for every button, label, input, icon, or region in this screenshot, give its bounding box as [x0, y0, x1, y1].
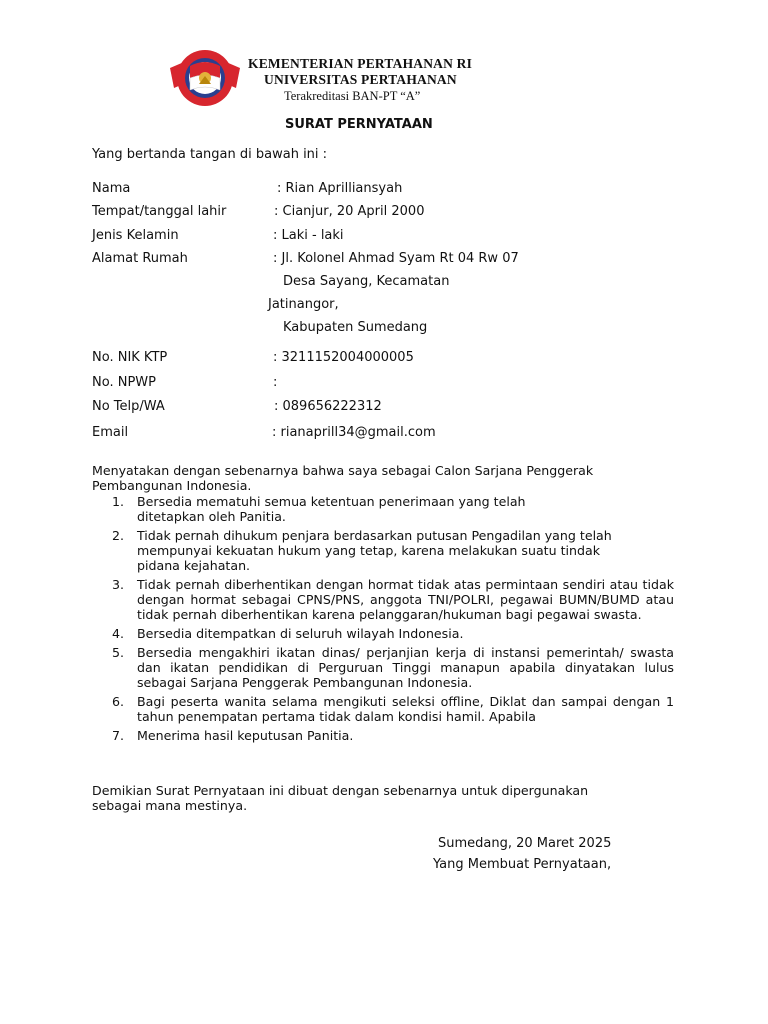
field-value-npwp: : — [273, 375, 278, 390]
list-item — [112, 728, 674, 743]
list-item-text: Bersedia ditempatkan di seluruh wilayah Indonesia. — [137, 626, 464, 641]
closing-text: Demikian Surat Pernyataan ini dibuat dengan sebenarnya untuk dipergunakan sebagai mana mestinya. — [92, 783, 589, 813]
university-name: UNIVERSITAS PERTAHANAN — [264, 72, 457, 87]
list-item — [112, 494, 674, 524]
list-item-text: Bersedia mematuhi semua ketentuan penerimaan yang telah ditetapkan oleh Panitia. — [137, 494, 526, 524]
list-item-text: Bagi peserta wanita selama mengikuti seleksi offline, Diklat dan sampai dengan 1 tahun penempatan pertama tidak dalam kondisi hamil. Apabila — [137, 694, 674, 724]
list-item-number: 4. — [112, 626, 125, 641]
field-value-alamat-line1: : Jl. Kolonel Ahmad Syam Rt 04 Rw 07 — [273, 251, 519, 266]
list-item-number: 7. — [112, 728, 125, 743]
list-item-number: 6. — [112, 694, 125, 709]
list-item — [112, 645, 674, 690]
list-item-number: 5. — [112, 645, 125, 660]
list-item — [112, 626, 674, 641]
field-value-alamat-line4: Kabupaten Sumedang — [283, 320, 428, 335]
signature-place-date: Sumedang, 20 Maret 2025 — [438, 836, 612, 851]
university-seal-logo — [166, 48, 244, 108]
field-value-nama: : Rian Aprilliansyah — [277, 181, 403, 196]
list-item-number: 2. — [112, 528, 125, 543]
field-label-nik: No. NIK KTP — [92, 350, 168, 365]
ministry-name: KEMENTERIAN PERTAHANAN RI — [248, 56, 473, 71]
list-item — [112, 694, 674, 724]
field-label-nama: Nama — [92, 181, 131, 196]
field-value-nik: : 3211152004000005 — [273, 350, 414, 365]
field-label-alamat: Alamat Rumah — [92, 251, 188, 266]
intro-text: Yang bertanda tangan di bawah ini : — [92, 147, 328, 162]
field-label-telp: No Telp/WA — [92, 399, 165, 414]
field-value-email: : rianaprill34@gmail.com — [272, 425, 436, 440]
list-item-text: Menerima hasil keputusan Panitia. — [137, 728, 354, 743]
list-item-text: Tidak pernah dihukum penjara berdasarkan putusan Pengadilan yang telah mempunyai kekuatan hukum yang tetap, karena melakukan suatu tindak pidana kejahatan. — [137, 528, 612, 573]
declaration-text: Menyatakan dengan sebenarnya bahwa saya sebagai Calon Sarjana Penggerak Pembangunan Indonesia. — [92, 463, 594, 493]
list-item-number: 3. — [112, 577, 125, 592]
field-value-ttl: : Cianjur, 20 April 2000 — [274, 204, 425, 219]
field-label-jenis-kelamin: Jenis Kelamin — [92, 228, 179, 243]
field-value-alamat-line2: Desa Sayang, Kecamatan — [283, 274, 450, 289]
field-value-jenis-kelamin: : Laki - laki — [273, 228, 344, 243]
field-value-alamat-line3: Jatinangor, — [268, 297, 339, 312]
field-value-telp: : 089656222312 — [274, 399, 382, 414]
field-label-npwp: No. NPWP — [92, 375, 156, 390]
field-label-email: Email — [92, 425, 129, 440]
document-title: SURAT PERNYATAAN — [285, 117, 433, 132]
list-item — [112, 577, 674, 622]
list-item-number: 1. — [112, 494, 125, 509]
field-label-ttl: Tempat/tanggal lahir — [92, 204, 227, 219]
accreditation-text: Terakreditasi BAN-PT “A” — [284, 89, 421, 103]
statement-list — [112, 494, 674, 747]
list-item-text: Bersedia mengakhiri ikatan dinas/ perjanjian kerja di instansi pemerintah/ swasta dan ikatan pendidikan di Perguruan Tinggi manapun apabila dinyatakan lulus sebagai Sarjana Penggerak Pembangunan Indonesia. — [137, 645, 674, 690]
signature-label: Yang Membuat Pernyataan, — [433, 857, 612, 872]
list-item-text: Tidak pernah diberhentikan dengan hormat tidak atas permintaan sendiri atau tidak dengan hormat sebagai CPNS/PNS, anggota TNI/POLRI, pegawai BUMN/BUMD atau tidak pernah diberhentikan karena pelanggaran/hukuman bagi pegawai swasta. — [137, 577, 674, 622]
list-item — [112, 528, 674, 573]
